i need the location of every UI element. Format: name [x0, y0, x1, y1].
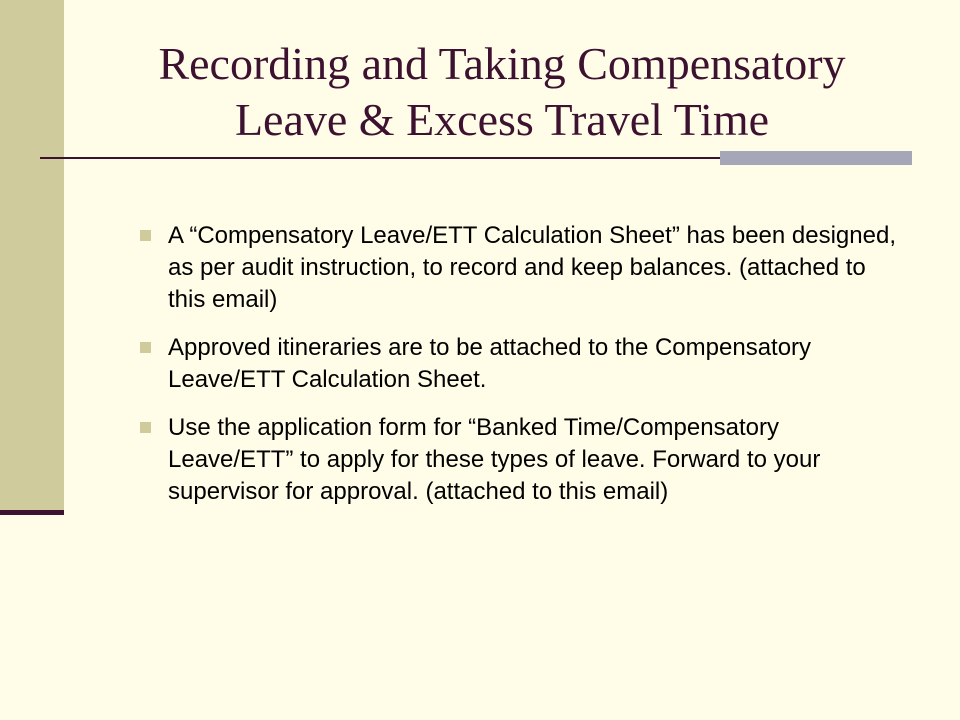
square-bullet-icon	[140, 342, 151, 353]
bullet-text-3: Use the application form for “Banked Time/Compensatory Leave/ETT” to apply for these types of leave. Forward to your supervisor for approval. (attached to this email)	[168, 414, 821, 505]
title-accent-bar	[720, 151, 912, 165]
square-bullet-icon	[140, 230, 151, 241]
left-decorative-bar	[0, 0, 64, 510]
bullet-item-2	[140, 332, 900, 396]
bullet-item-3	[140, 412, 900, 508]
title-line-2: Leave & Excess Travel Time	[234, 94, 770, 145]
bullet-list	[140, 220, 900, 524]
square-bullet-icon	[140, 422, 151, 433]
left-bar-underline	[0, 510, 64, 515]
bullet-item-1	[140, 220, 900, 316]
title-line-1: Recording and Taking Compensatory	[158, 38, 846, 89]
bullet-text-1: A “Compensatory Leave/ETT Calculation Sheet” has been designed, as per audit instruction, to record and keep balances. (attached to this email)	[168, 222, 896, 313]
bullet-text-2: Approved itineraries are to be attached to the Compensatory Leave/ETT Calculation Sheet.	[168, 334, 812, 393]
slide-title	[82, 36, 922, 148]
